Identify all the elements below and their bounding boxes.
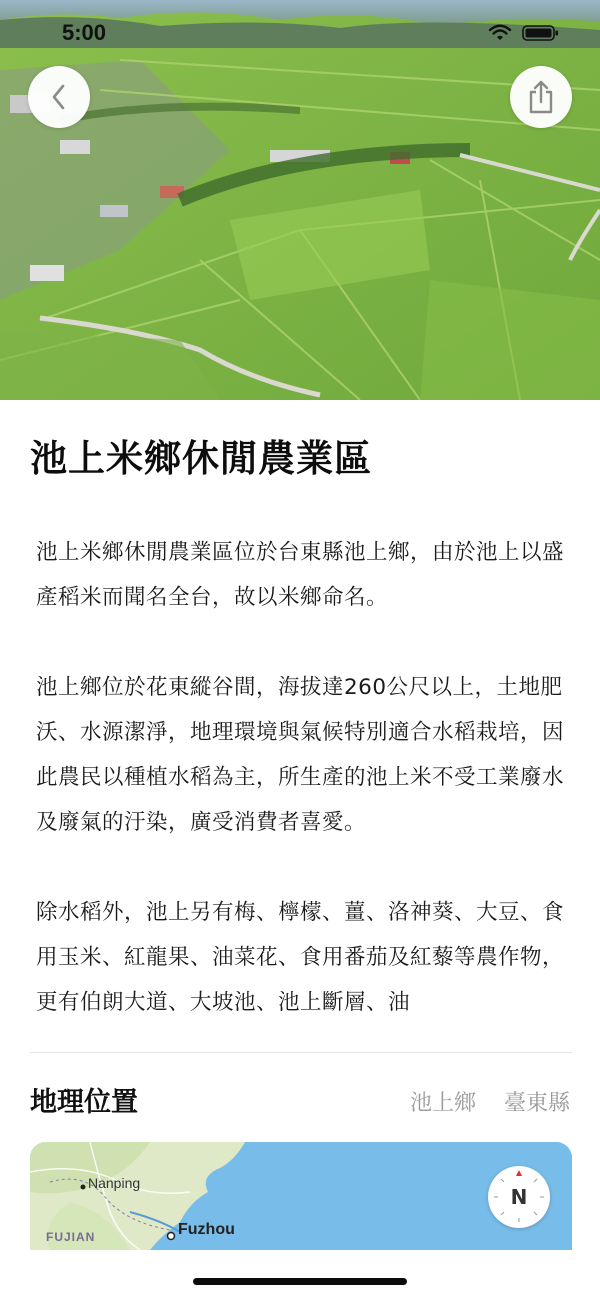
map-label-nanping: Nanping — [88, 1175, 141, 1191]
status-bar — [0, 0, 600, 60]
rice-field-photo — [0, 0, 600, 400]
location-tag-township: 池上鄉 — [409, 1091, 476, 1116]
description-paragraph: 池上鄉位於花東縱谷間，海拔達260公尺以上，土地肥沃、水源潔淨，地理環境與氣候特別適合水稻栽培，因此農民以種植水稻為主，所生產的池上米不受工業廢水及廢氣的汙染，廣受消費者喜愛。 — [36, 675, 565, 835]
map-label-fuzhou: Fuzhou — [178, 1221, 235, 1238]
location-map[interactable] — [30, 1142, 572, 1250]
description-paragraph: 池上米鄉休閒農業區位於台東縣池上鄉，由於池上以盛產稻米而聞名全台，故以米鄉命名。 — [36, 540, 565, 610]
wifi-icon — [488, 24, 512, 42]
description — [36, 530, 566, 1030]
section-divider — [30, 1052, 572, 1053]
status-time: 5:00 — [62, 20, 107, 45]
share-icon — [527, 80, 555, 114]
chevron-left-icon — [48, 83, 70, 111]
compass-label: N — [510, 1185, 528, 1209]
map-label-fujian: FUJIAN — [46, 1230, 96, 1244]
page-title: 池上米鄉休閒農業區 — [30, 437, 372, 480]
compass-button[interactable] — [488, 1166, 550, 1228]
back-button[interactable] — [28, 66, 90, 128]
home-indicator[interactable] — [193, 1278, 407, 1285]
location-heading: 地理位置 — [30, 1087, 138, 1118]
status-icons — [488, 24, 560, 42]
description-paragraph: 除水稻外，池上另有梅、檸檬、薑、洛神葵、大豆、食用玉米、紅龍果、油菜花、食用番茄及紅藜等農作物，更有伯朗大道、大坡池、池上斷層、油 — [36, 900, 565, 1015]
battery-icon — [522, 24, 560, 42]
share-button[interactable] — [510, 66, 572, 128]
location-tag-county: 臺東縣 — [503, 1091, 570, 1116]
location-tags — [410, 1086, 570, 1117]
hero-image — [0, 0, 600, 400]
